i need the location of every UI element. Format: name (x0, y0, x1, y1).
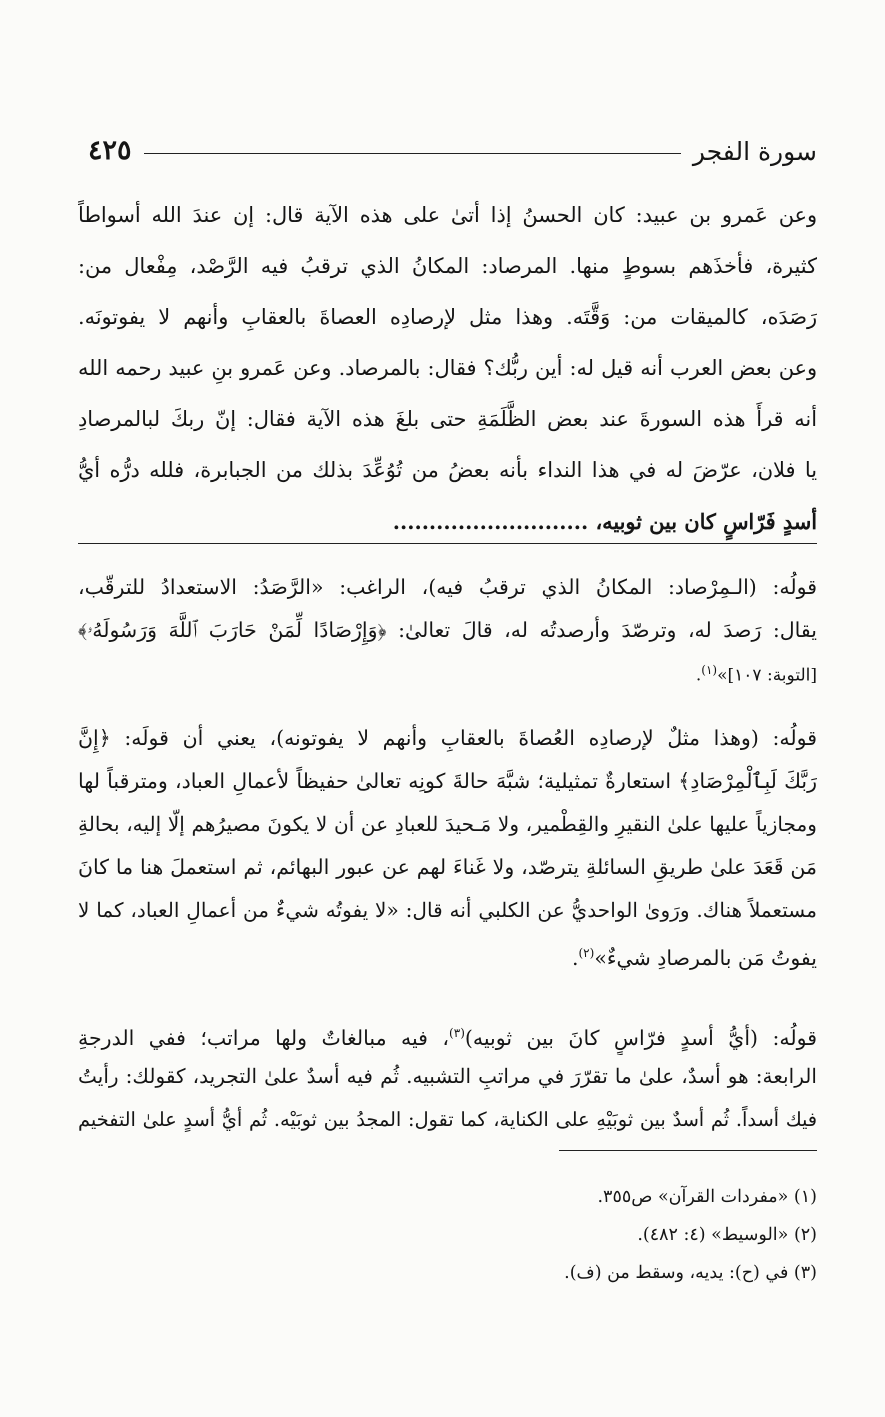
main-text (78, 190, 817, 547)
commentary-text: [التوبة: ١٠٧]» (717, 665, 817, 686)
commentary-line: يقال: رَصدَ له، وترصّدَ وأرصدتُه له، قالَ تعالىٰ: ﴿وَإِرْصَادًا لِّمَنْ حَارَبَ ٱللَّهَ وَرَسُولَهُۥ﴾ (78, 618, 817, 642)
commentary-line: قولُه: (الـمِرْصاد: المكانُ الذي ترقبُ فيه)، الراغب: «الرَّصَدُ: الاستعدادُ للترقّب، (78, 575, 817, 599)
commentary-line (78, 652, 817, 688)
main-line: وعن عَمرو بن عبيد: كان الحسنُ إذا أتىٰ على هذه الآية قال: إن عندَ الله أسواطاً (78, 203, 817, 227)
footnote: (١) «مفردات القرآن» ص٣٥٥. (597, 1187, 817, 1207)
commentary-paragraph (78, 566, 817, 688)
commentary-line: ومجازياً عليها علىٰ النقيرِ والقِطْمير، ولا مَـحيدَ للعبادِ عن أن لا يكونَ مصيرُهم إلّا إليه، بحالةِ (78, 812, 817, 836)
main-line: أنه قرأَ هذه السورةَ عند بعض الظَّلَمَةِ حتى بلغَ هذه الآية فقال: إنّ ربكَ لبالمرصادِ (78, 407, 817, 431)
page-header (88, 122, 817, 166)
footnote-rule (559, 1150, 817, 1151)
main-line (78, 496, 817, 547)
commentary-line: قولُه: (وهذا مثلٌ لإرصادِه العُصاةَ بالعقابِ وأنهم لا يفوتونه)، يعني أن قولَه: ﴿إِنَّ (78, 726, 817, 750)
commentary-line (78, 1012, 817, 1055)
footnote-ref: (٣) (449, 1026, 465, 1040)
commentary-text: ، فيه مبالغاتٌ ولها مراتب؛ ففي الدرجةِ (78, 1025, 450, 1050)
commentary-line: رَبَّكَ لَبِٱلْمِرْصَادِ﴾ استعارةٌ تمثيلية؛ شبَّهَ حالةَ كونِه تعالىٰ حفيظاً لأعمالِ العباد، ومترقباً لها (78, 769, 817, 793)
footnote: (٣) في (ح): يديه، وسقط من (ف). (564, 1263, 817, 1283)
commentary-paragraph (78, 1012, 817, 1141)
main-line: رَصَدَه، كالميقات من: وَقَّتَه. وهذا مثل لإرصادِه العصاةَ بالعقابِ وأنهم لا يفوتونَه. (78, 305, 817, 329)
surah-title: سورة الفجر (692, 137, 817, 166)
main-line: كثيرة، فأخذَهم بسوطٍ منها. المرصاد: المكانُ الذي ترقبُ فيه الرَّصْد، مِفْعال من: (78, 254, 817, 278)
text-divider (78, 543, 817, 544)
commentary-line: الرابعة: هو أسدٌ، علىٰ ما تقرّرَ في مراتبِ التشبيه. ثُم فيه أسدٌ علىٰ التجريد، كقولك: رأيتُ (78, 1064, 817, 1088)
page-number: ٤٢٥ (88, 135, 132, 166)
footnote: (٢) «الوسيط» (٤: ٤٨٢). (637, 1225, 817, 1245)
footnotes (78, 1178, 817, 1292)
commentary-text: يفوتُ مَن بالمرصادِ شيءٌ» (594, 945, 817, 970)
commentary-line: فيك أسداً. ثُم أسدٌ بين ثوبَيْهِ على الكناية، كما تقول: المجدُ بين ثوبَيْه. ثُم أيُّ أسدٍ علىٰ التفخيم (78, 1108, 817, 1131)
commentary-line (78, 932, 817, 975)
commentary-line: مَن قَعَدَ علىٰ طريقِ السائلةِ يترصّد، ولا غَناءَ لهم عن عبور البهائم، ثم استعملَ هنا ما كانَ (78, 855, 817, 879)
commentary-line: مستعملاً هناك. ورَوىٰ الواحديُّ عن الكلبي أنه قال: «لا يفوتُه شيءٌ من أعمالِ العباد، كما لا (78, 898, 817, 922)
commentary-paragraph (78, 717, 817, 975)
main-line: وعن بعض العرب أنه قيل له: أين ربُّك؟ فقال: بالمرصاد. وعن عَمرو بنِ عبيد رحمه الله (78, 356, 817, 380)
footnote-ref: (٢) (578, 946, 595, 960)
commentary-text: . (695, 665, 702, 686)
main-line-bold: أسدٍ فَرّاسٍ كان بين ثوبيه، ........................... (392, 509, 817, 534)
main-line: يا فلان، عرّضَ له في هذا النداء بأنه بعضُ من تُوُعِّدَ بذلك من الجبابرة، فلله درُّه أيُّ (78, 458, 817, 482)
commentary-text: قولُه: (أيُّ أسدٍ فرّاسٍ كانَ بين ثوبيه) (464, 1025, 817, 1050)
commentary-text: . (571, 945, 579, 970)
header-rule (144, 153, 681, 154)
footnote-ref: (١) (701, 663, 718, 677)
